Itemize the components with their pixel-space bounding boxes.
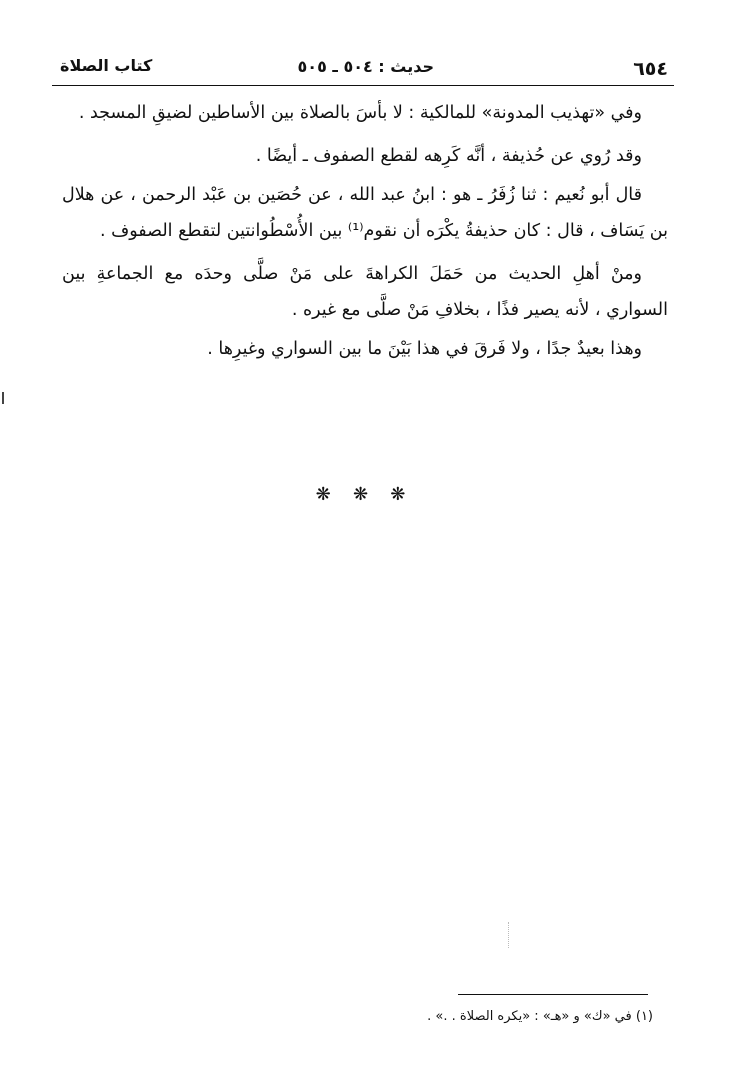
book-title: كتاب الصلاة	[60, 56, 153, 75]
section-ornament: ❋ ❋ ❋	[315, 484, 414, 505]
paragraph-mudawwana: وفي «تهذيب المدونة» للمالكية : لا بأسَ بالصلاة بين الأساطين لضيقِ المسجد .	[78, 103, 642, 123]
paragraph-conclusion: وهذا بعيدٌ جدًا ، ولا فَرقَ في هذا بَيْنَ ما بين السواري وغيرِها .	[207, 339, 642, 359]
paragraph-hudhayfa: وقد رُوي عن حُذيفة ، أنَّه كَرِهه لقطع الصفوف ـ أيضًا .	[255, 146, 642, 166]
header-divider	[52, 85, 674, 86]
paragraph-ahl-al-hadith: ومنْ أهلِ الحديث من حَمَلَ الكراهةَ على مَنْ صلَّى وحدَه مع الجماعةِ بين السواري ، لأنه يصير فذًا ، بخلافِ مَنْ صلَّى مع غيره .	[62, 264, 668, 320]
running-header	[52, 56, 674, 80]
page-number: ٦٥٤	[633, 58, 668, 80]
paragraph-isnad: قال أبو نُعيم : ثنا زُفَرُ ـ هو : ابنُ عبد الله ، عن حُصَين بن عَبْد الرحمن ، عن هلال بن يَسَاف ، قال : كان حذيفةُ يكْرَه أن نقوم⁽¹⁾ بين الأُسْطُوانتين لتقطع الصفوف .	[62, 185, 668, 241]
footnote-divider	[458, 994, 648, 995]
scan-edge-mark	[2, 392, 4, 404]
scan-artifact	[508, 922, 511, 948]
hadith-range: حديث : ٥٠٤ ـ ٥٠٥	[297, 57, 434, 76]
footnote: (١) في «ك» و «هـ» : «يكره الصلاة . .» .	[427, 1009, 653, 1024]
main-text	[62, 95, 668, 374]
